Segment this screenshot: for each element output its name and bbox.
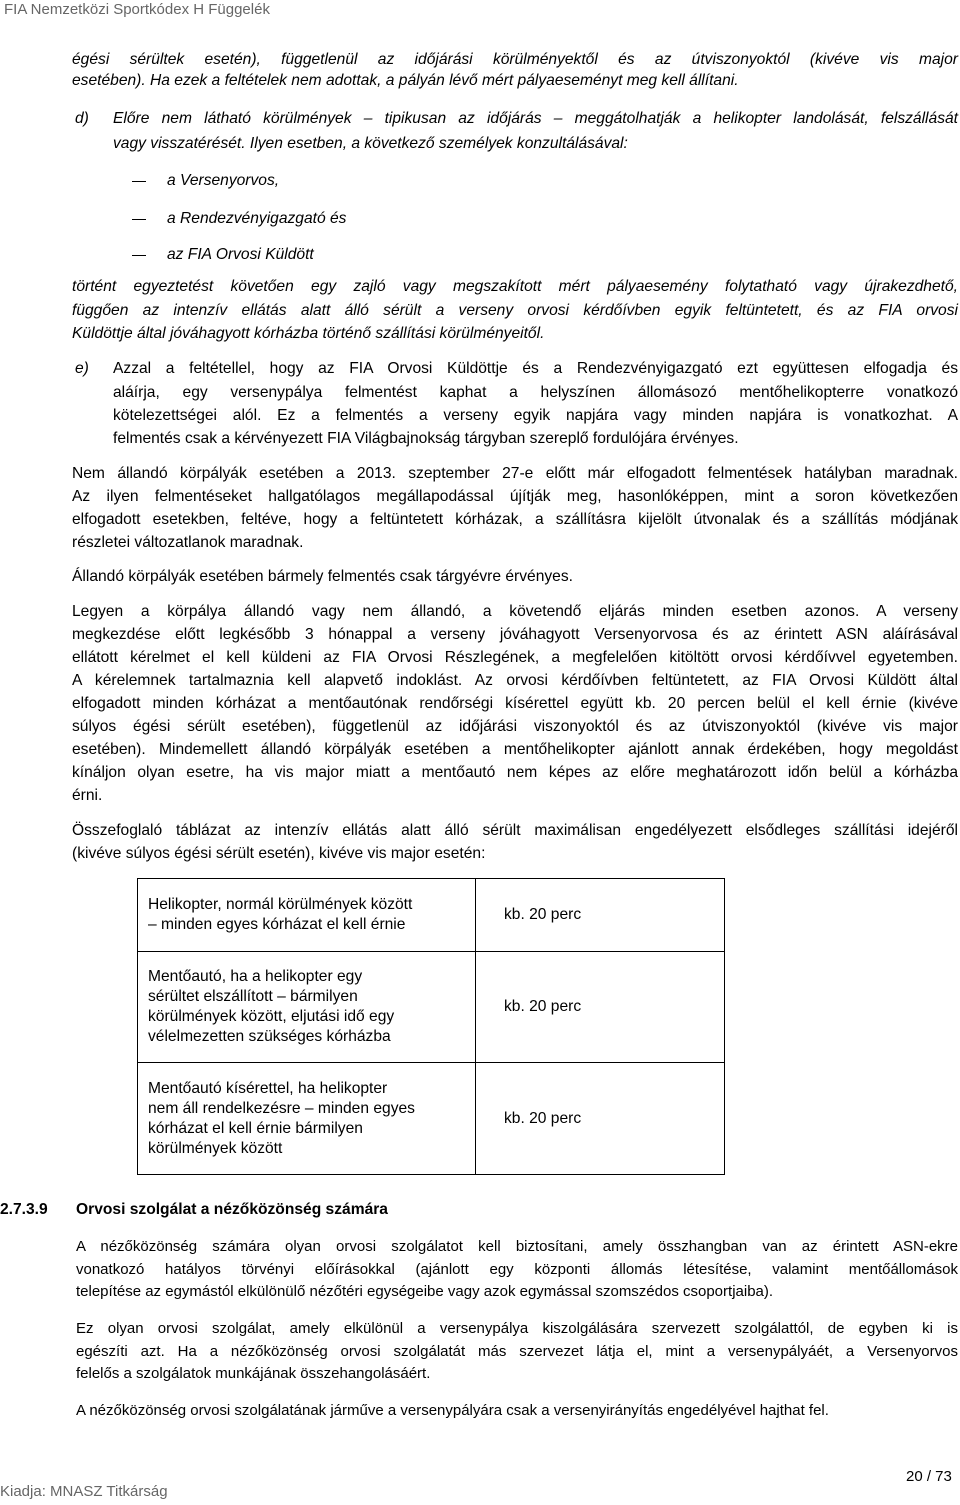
- text-line: Legyen a körpálya állandó vagy nem állandó, a követendő eljárás minden esetben azonos. A verseny: [72, 603, 958, 620]
- text-line: részletei változatlanok maradnak.: [72, 534, 304, 551]
- table-row: [138, 879, 725, 952]
- text-line: Az ilyen felmentéseket hallgatólagos megállapodással újítják meg, hasonlóképpen, mint a soron következően: [72, 488, 958, 505]
- text-line: megkezdése előtt legkésőbb 3 hónappal a verseny jóváhagyott Versenyorvosa és az érintett ASN aláírásával: [72, 626, 958, 643]
- text-line: érni.: [72, 787, 103, 804]
- text-line: A kérelemnek tartalmaznia kell alapvető indoklást. Az orvosi kérdőívben feltüntetett, az FIA Orvosi Küldött által: [72, 672, 958, 689]
- text-line: (kivéve súlyos égési sérült esetén), kivéve vis major esetén:: [72, 845, 486, 862]
- text-line: Azzal a feltétellel, hogy az FIA Orvosi Küldöttje és a Rendezvényigazgató ezt együttesen elfogadja és: [113, 360, 958, 377]
- cell-line: sérültet elszállított – bármilyen: [148, 988, 358, 1005]
- cell-line: nem áll rendelkezésre – minden egyes: [148, 1099, 415, 1117]
- text-line: kínáljon olyan esetre, ha vis major miatt a mentőautó nem képes az előre meghatározott időn belül a kórházba: [72, 764, 958, 781]
- list-item: a Versenyorvos,: [167, 172, 280, 189]
- text-line: A nézőközönség orvosi szolgálatának járműve a versenypályára csak a versenyirányítás engedélyével hajthat fel.: [76, 1402, 829, 1419]
- section-title: Orvosi szolgálat a nézőközönség számára: [76, 1201, 388, 1218]
- cell-line: Mentőautó, ha a helikopter egy: [148, 968, 363, 985]
- table-row: [138, 1063, 725, 1175]
- dash-bullet: [132, 181, 146, 182]
- text-line: súlyos égési sérült esetében), függetlenül az időjárási viszonyoktól és az útviszonyoktól (kivéve vis major: [72, 718, 958, 735]
- text-line: Előre nem látható körülmények – tipikusan az időjárás – meggátolhatják a helikopter landolását, felszállását: [113, 110, 958, 127]
- dash-bullet: [132, 255, 146, 256]
- text-line: aláírja, egy versenypálya felmentést kaphat a helyszínen állomásozó mentőhelikopterre vonatkozó: [113, 384, 958, 401]
- text-line: égési sérültek esetén), függetlenül az időjárási körülményektől és az útviszonyoktól (kivéve vis major: [72, 51, 958, 68]
- text-line: Ez olyan orvosi szolgálat, amely elkülönül a versenypálya kiszolgálására szervezett szolgálattól, de egyben ki is: [76, 1320, 958, 1337]
- time-cell: kb. 20 perc: [476, 879, 725, 952]
- header-title: FIA Nemzetközi Sportkódex H Függelék: [4, 1, 270, 18]
- cell-line: körülmények között, eljutási idő egy: [148, 1008, 395, 1025]
- transport-mode-cell: [138, 879, 476, 952]
- text-line: Összefoglaló táblázat az intenzív ellátás alatt álló sérült maximálisan engedélyezett elsődleges szállítási idejéről: [72, 822, 958, 839]
- dash-bullet: [132, 219, 146, 220]
- time-cell: kb. 20 perc: [476, 952, 725, 1063]
- page-header: [0, 0, 960, 30]
- text-line: A nézőközönség számára olyan orvosi szolgálatot kell biztosítani, amely összhangban van az érintett ASN-ekre: [76, 1238, 958, 1255]
- cell-line: kórházat el kell érnie bármilyen: [148, 1119, 363, 1137]
- cell-line: vélelmezetten szükséges kórházba: [148, 1028, 391, 1045]
- text-line: Nem állandó körpályák esetében a 2013. szeptember 27-e előtt már elfogadott felmentések hatályban maradnak.: [72, 465, 958, 482]
- text-line: vagy visszatérését. Ilyen esetben, a következő személyek konzultálásával:: [113, 135, 628, 152]
- text-line: Állandó körpályák esetében bármely felmentés csak tárgyévre érvényes.: [72, 568, 573, 585]
- text-line: esetében). Mindemellett állandó körpályák esetében a mentőhelikopter ajánlott annak érdekében, hogy megoldást: [72, 741, 958, 758]
- list-marker: e): [75, 360, 89, 377]
- text-line: egészíti azt. Ha a nézőközönség orvosi szolgálatát más szervezet látja el, mint a versenypályáét, a Versenyorvos: [76, 1343, 958, 1360]
- list-item: a Rendezvényigazgató és: [167, 210, 347, 227]
- list-marker: d): [75, 110, 89, 127]
- text-line: telepítése az egymástól elkülönülő nézőtéri egységeibe vagy azok egymással szomszédos csoportjaiba).: [76, 1283, 774, 1300]
- transport-mode-cell: [138, 952, 476, 1063]
- text-line: történt egyeztetést követően egy zajló vagy megszakított mért pályaesemény folytatható vagy újrakezdhető,: [72, 278, 958, 295]
- page-number: 20 / 73: [906, 1468, 952, 1485]
- text-line: ellátott kérelmet el kell küldeni az FIA Orvosi Részlegének, a megfelelően kitöltött orvosi kérdőívvel egyetemben.: [72, 649, 958, 666]
- transport-time-table: [137, 878, 725, 1175]
- text-line: felmentés csak a kérvényezett FIA Világbajnokság tárgyban szereplő fordulójára érvényes.: [113, 430, 739, 447]
- text-line: esetében). Ha ezek a feltételek nem adottak, a pályán lévő mért pályaeseményt meg kell állítani.: [72, 72, 739, 89]
- text-line: függően az intenzív ellátás alatt álló sérült a verseny orvosi kérdőívben egyik feltüntetett, és az FIA orvosi: [72, 302, 958, 319]
- cell-line: Helikopter, normál körülmények között: [148, 896, 413, 913]
- section-number: 2.7.3.9: [0, 1201, 48, 1218]
- text-line: felelős a szolgálatok munkájának összehangolásáért.: [76, 1365, 431, 1382]
- text-line: Küldöttje által jóváhagyott kórházba történő szállítási körülményeitől.: [72, 325, 545, 342]
- text-line: vonatkozó hatályos törvényi előírásokkal (ajánlott egy központi állomás létesítése, valamint mentőállomások: [76, 1261, 958, 1278]
- text-line: elfogadott minden kórházat a mentőautónak rendőrségi kísérettel együtt kb. 20 percen belül el kell érnie (kivéve: [72, 695, 958, 712]
- transport-mode-cell: [138, 1063, 476, 1175]
- cell-line: Mentőautó kísérettel, ha helikopter: [148, 1079, 388, 1097]
- footer-issuer: Kiadja: MNASZ Titkárság: [0, 1483, 168, 1500]
- text-line: elfogadott esetekben, feltéve, hogy a feltüntetett kórházak, a szállításra kijelölt útvonalak és a szállítás módjának: [72, 511, 958, 528]
- table-row: [138, 952, 725, 1063]
- cell-line: – minden egyes kórházat el kell érnie: [148, 916, 406, 933]
- text-line: kötelezettségei alól. Ez a felmentés a verseny egyik napjára vagy minden napjára is vonatkozhat. A: [113, 407, 958, 424]
- list-item: az FIA Orvosi Küldött: [167, 246, 314, 263]
- cell-line: körülmények között: [148, 1139, 283, 1157]
- time-cell: kb. 20 perc: [476, 1063, 725, 1175]
